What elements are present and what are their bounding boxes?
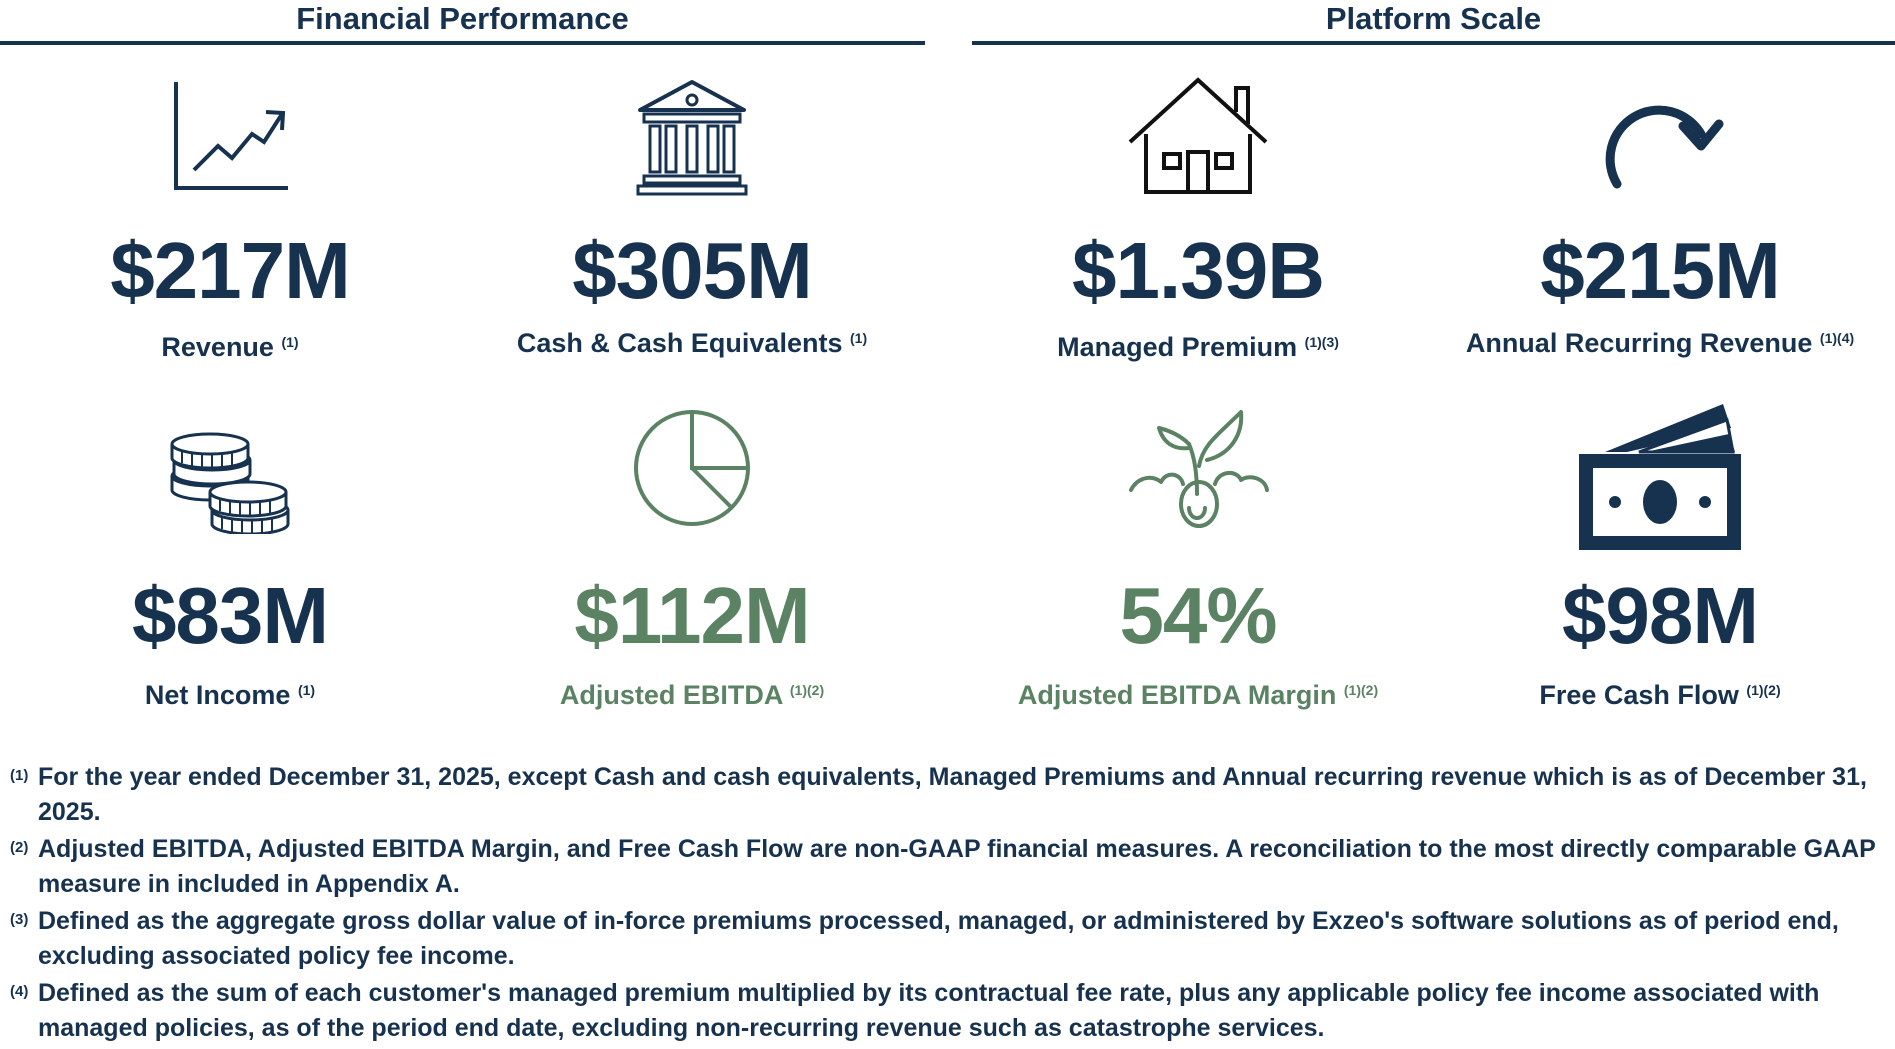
metric-card-adjusted-ebitda: [482, 400, 902, 720]
platform-scale-title: Platform Scale: [1325, 1, 1542, 36]
footnote-1: [8, 760, 1888, 830]
metric-card-revenue: [20, 70, 440, 370]
coin-stacks-icon: [168, 430, 292, 539]
adjusted-ebitda-value: $112M: [574, 571, 810, 660]
free-cash-flow-label: Free Cash Flow $^{(1)(2)}$: [1539, 680, 1781, 710]
platform-scale-rule: [972, 41, 1895, 45]
footnote-mark: (4): [10, 983, 29, 1000]
revenue-label: Revenue $^{(1)}$: [161, 332, 299, 362]
footnote-text: Defined as the aggregate gross dollar value of in-force premiums processed, managed, or administered by Exzeo's software solutions as of period end, excluding associated policy fee income.: [38, 907, 1839, 970]
metric-card-ebitda-margin: [988, 400, 1408, 720]
free-cash-flow-value: $98M: [1561, 571, 1759, 660]
footnote-3: [8, 904, 1888, 974]
footnotes: [8, 760, 1888, 1048]
footnote-text: Adjusted EBITDA, Adjusted EBITDA Margin, and Free Cash Flow are non-GAAP financial measures. A reconciliation to the most directly comparable GAAP measure in included in Appendix A.: [38, 835, 1876, 898]
footnote-mark: (1): [10, 767, 29, 784]
net-income-value: $83M: [131, 571, 329, 660]
footnote-text: For the year ended December 31, 2025, except Cash and cash equivalents, Managed Premiums and Annual recurring revenue which is as of December 31, 2025.: [38, 763, 1867, 826]
footnote-mark: (2): [10, 839, 29, 856]
footnote-mark: (3): [10, 911, 29, 928]
financial-performance-rule: [0, 41, 925, 45]
arr-value: $215M: [1540, 226, 1780, 315]
cash-value: $305M: [572, 226, 812, 315]
circular-arrow-icon: [1595, 84, 1725, 195]
footnote-2: [8, 832, 1888, 902]
metric-card-managed-premium: [988, 70, 1408, 370]
metric-card-net-income: [20, 400, 440, 720]
managed-premium-value: $1.39B: [1072, 226, 1324, 315]
cash-label: Cash & Cash Equivalents $^{(1)}$: [516, 328, 868, 358]
metric-card-free-cash-flow: [1450, 400, 1870, 720]
net-income-label: Net Income $^{(1)}$: [144, 680, 316, 710]
footnote-text: Defined as the sum of each customer's managed premium multiplied by its contractual fee rate, plus any applicable policy fee income associated with managed policies, as of the period end date, excluding non-recurring revenue such as catastrophe services.: [38, 979, 1820, 1042]
financial-performance-title: Financial Performance: [296, 1, 629, 36]
ebitda-margin-value: 54%: [1119, 571, 1277, 660]
metric-card-cash: [482, 70, 902, 370]
footnote-4: [8, 976, 1888, 1046]
adjusted-ebitda-label: Adjusted EBITDA $^{(1)(2)}$: [559, 680, 825, 710]
banknotes-icon: [1575, 400, 1745, 561]
managed-premium-label: Managed Premium $^{(1)(3)}$: [1057, 332, 1339, 362]
pie-chart-icon: [630, 406, 754, 535]
arr-label: Annual Recurring Revenue $^{(1)(4)}$: [1465, 328, 1855, 358]
line-chart-icon: [170, 78, 290, 201]
metric-card-arr: [1450, 70, 1870, 370]
revenue-value: $217M: [110, 226, 350, 315]
sprout-icon: [1123, 404, 1273, 539]
bank-building-icon: [634, 78, 750, 201]
house-icon: [1124, 74, 1272, 201]
ebitda-margin-label: Adjusted EBITDA Margin $^{(1)(2)}$: [1017, 680, 1379, 710]
